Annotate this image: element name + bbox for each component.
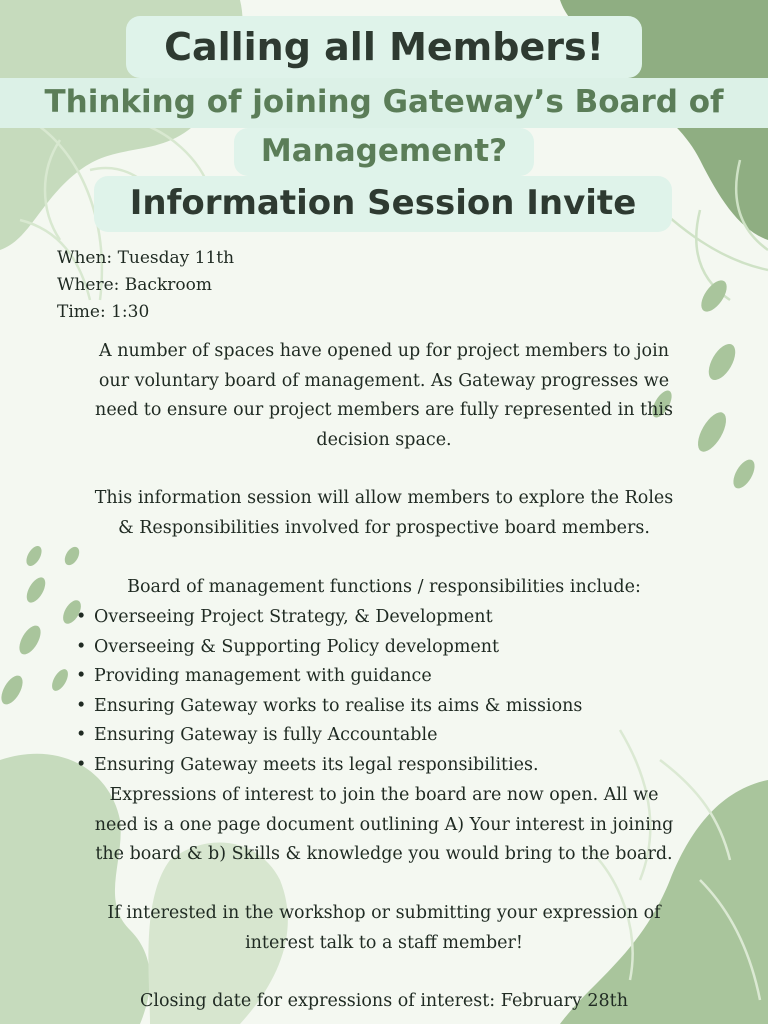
expressions-line: need is a one page document outlining A) Your interest in joining xyxy=(94,814,674,835)
detail-when: When: Tuesday 11th xyxy=(57,248,235,268)
expressions-line: the board & b) Skills & knowledge you would bring to the board. xyxy=(95,844,673,864)
page-title: Calling all Members! xyxy=(126,16,642,78)
contact-line: If interested in the workshop or submitting your expression of xyxy=(107,903,661,923)
list-item: • Ensuring Gateway works to realise its aims & missions xyxy=(76,692,582,722)
list-item: • Overseeing & Supporting Policy development xyxy=(76,633,582,663)
session-heading: Information Session Invite xyxy=(94,176,672,232)
subtitle-line-2: Management? xyxy=(234,128,534,176)
detail-where: Where: Backroom xyxy=(57,275,212,295)
list-item: • Providing management with guidance xyxy=(76,662,582,692)
subtitle-line-1: Thinking of joining Gateway’s Board of xyxy=(0,78,768,128)
list-item: • Ensuring Gateway meets its legal responsibilities. xyxy=(76,751,582,781)
list-item: • Overseeing Project Strategy, & Development xyxy=(76,603,582,633)
expressions-paragraph xyxy=(40,781,728,870)
functions-intro: Board of management functions / responsibilities include: xyxy=(127,577,641,597)
contact-line: interest talk to a staff member! xyxy=(245,932,523,953)
intro-line: A number of spaces have opened up for project members to join xyxy=(99,341,669,361)
contact-paragraph xyxy=(40,899,728,958)
intro-line: our voluntary board of management. As Gateway progresses we xyxy=(98,370,670,391)
expressions-line: Expressions of interest to join the board are now open. All we xyxy=(109,785,659,805)
session-info-paragraph xyxy=(40,484,728,543)
intro-line: decision space. xyxy=(316,429,452,450)
detail-time: Time: 1:30 xyxy=(57,302,150,322)
intro-paragraph xyxy=(40,337,728,455)
session-info-line: & Responsibilities involved for prospective board members. xyxy=(118,517,650,538)
session-info-line: This information session will allow members to explore the Roles xyxy=(94,488,674,508)
intro-line: need to ensure our project members are fully represented in this xyxy=(95,400,673,420)
functions-list xyxy=(76,603,582,780)
closing-date: Closing date for expressions of interest: February 28th xyxy=(140,991,628,1011)
list-item: • Ensuring Gateway is fully Accountable xyxy=(76,721,582,751)
